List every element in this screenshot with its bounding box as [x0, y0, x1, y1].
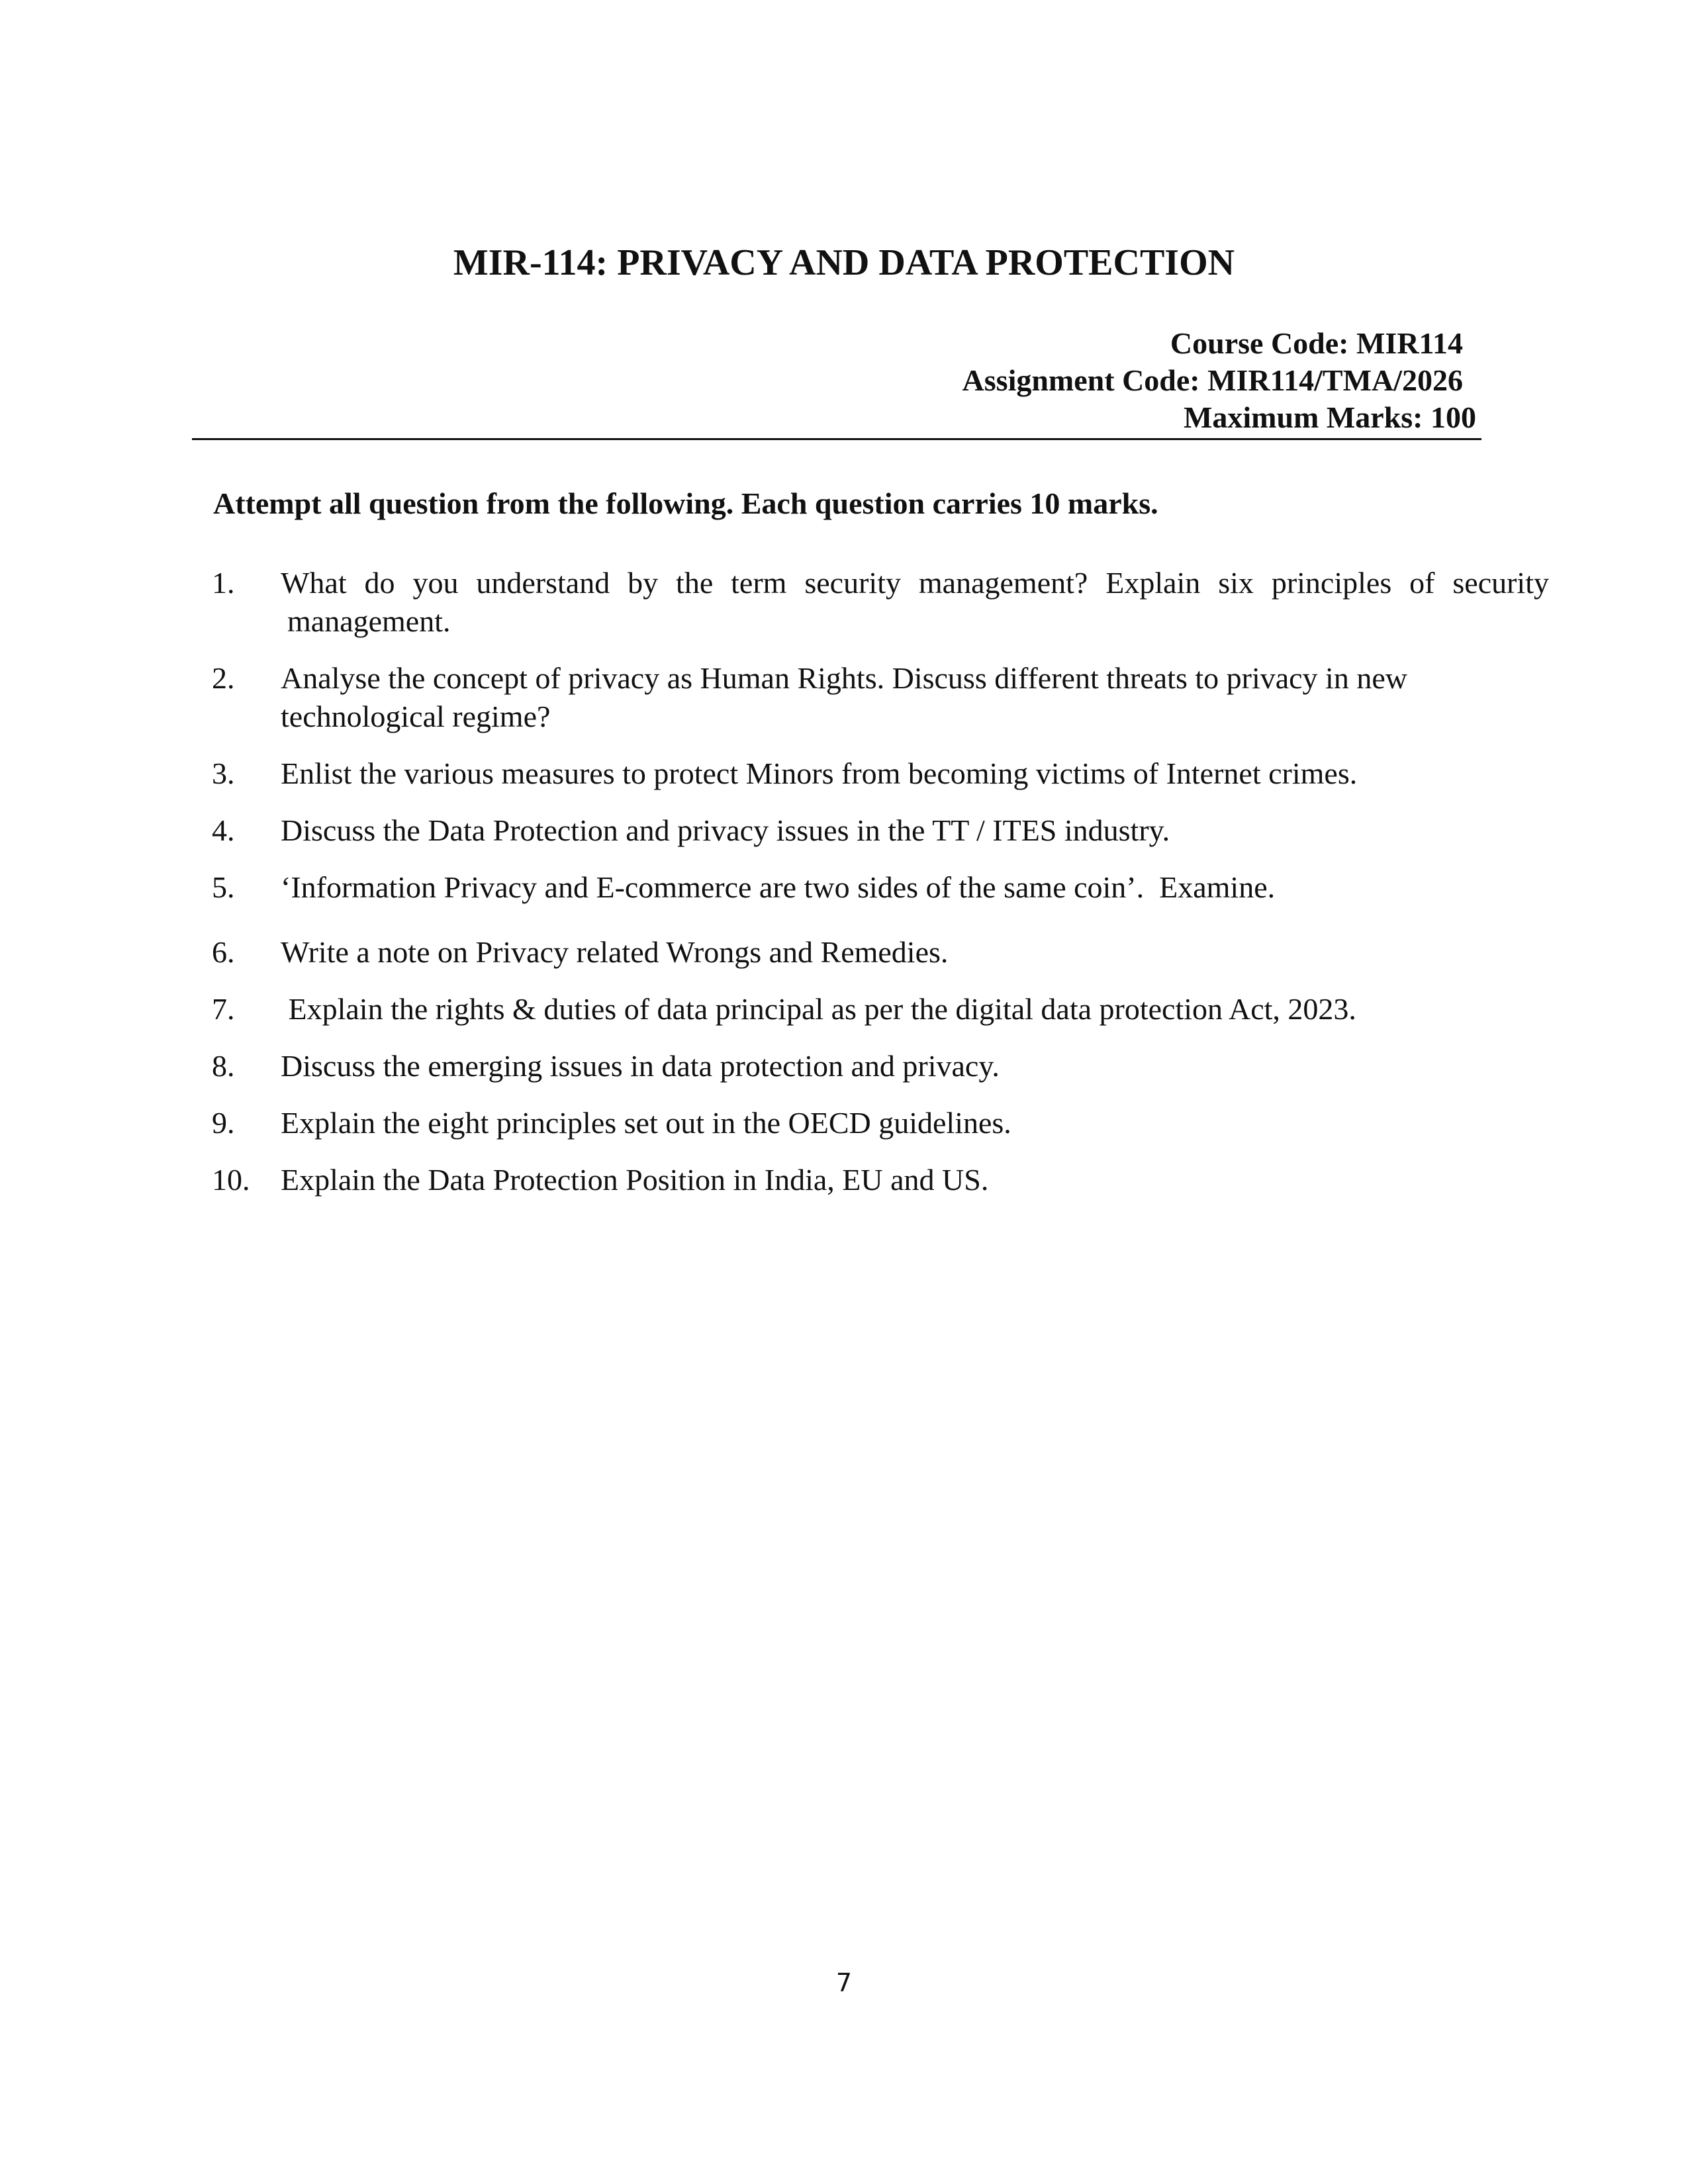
question-text: [281, 1047, 1549, 1085]
page-number: 7: [835, 1968, 853, 1997]
question-line: Discuss the emerging issues in data protection and privacy.: [281, 1049, 1000, 1083]
question-line: Write a note on Privacy related Wrongs and Remedies.: [281, 935, 949, 969]
page-title: MIR-114: PRIVACY AND DATA PROTECTION: [453, 242, 1235, 283]
question-number: 9.: [212, 1106, 235, 1140]
question-line: Discuss the Data Protection and privacy issues in the TT / ITES industry.: [281, 813, 1170, 847]
question-line: Explain the Data Protection Position in India, EU and US.: [281, 1163, 989, 1197]
question-line: management.: [287, 604, 451, 638]
question-number: 10.: [212, 1163, 250, 1197]
question-text: [281, 564, 1549, 641]
question-text: [281, 659, 1549, 736]
header-divider: [192, 438, 1481, 440]
question-number: 6.: [212, 935, 235, 969]
question-number: 1.: [212, 566, 235, 600]
question-number: 2.: [212, 661, 235, 695]
question-line: technological regime?: [281, 700, 551, 733]
question-text: [281, 990, 1549, 1028]
question-text: [281, 868, 1549, 907]
question-line: Explain the eight principles set out in the OECD guidelines.: [281, 1106, 1011, 1140]
question-number: 4.: [212, 813, 235, 847]
question-line: Explain the rights & duties of data principal as per the digital data protection Act, 2023.: [281, 992, 1356, 1026]
instructions: Attempt all question from the following. Each question carries 10 marks.: [213, 486, 1158, 520]
question-line: ‘Information Privacy and E-commerce are two sides of the same coin’. Examine.: [281, 870, 1276, 904]
question-line: Analyse the concept of privacy as Human Rights. Discuss different threats to privacy in new: [281, 661, 1407, 695]
question-line: What do you understand by the term security management? Explain six principles of security: [281, 566, 1549, 600]
question-line: Enlist the various measures to protect Minors from becoming victims of Internet crimes.: [281, 756, 1358, 790]
assignment-code: Assignment Code: MIR114/TMA/2026: [962, 363, 1463, 397]
question-text: [281, 1104, 1549, 1142]
question-number: 5.: [212, 870, 235, 904]
maximum-marks: Maximum Marks: 100: [1183, 400, 1476, 434]
question-text: [281, 811, 1549, 850]
question-text: [281, 933, 1549, 972]
question-number: 3.: [212, 756, 235, 790]
course-code: Course Code: MIR114: [1170, 326, 1463, 360]
question-text: [281, 754, 1549, 793]
question-text: [281, 1161, 1549, 1199]
question-number: 8.: [212, 1049, 235, 1083]
question-number: 7.: [212, 992, 235, 1026]
